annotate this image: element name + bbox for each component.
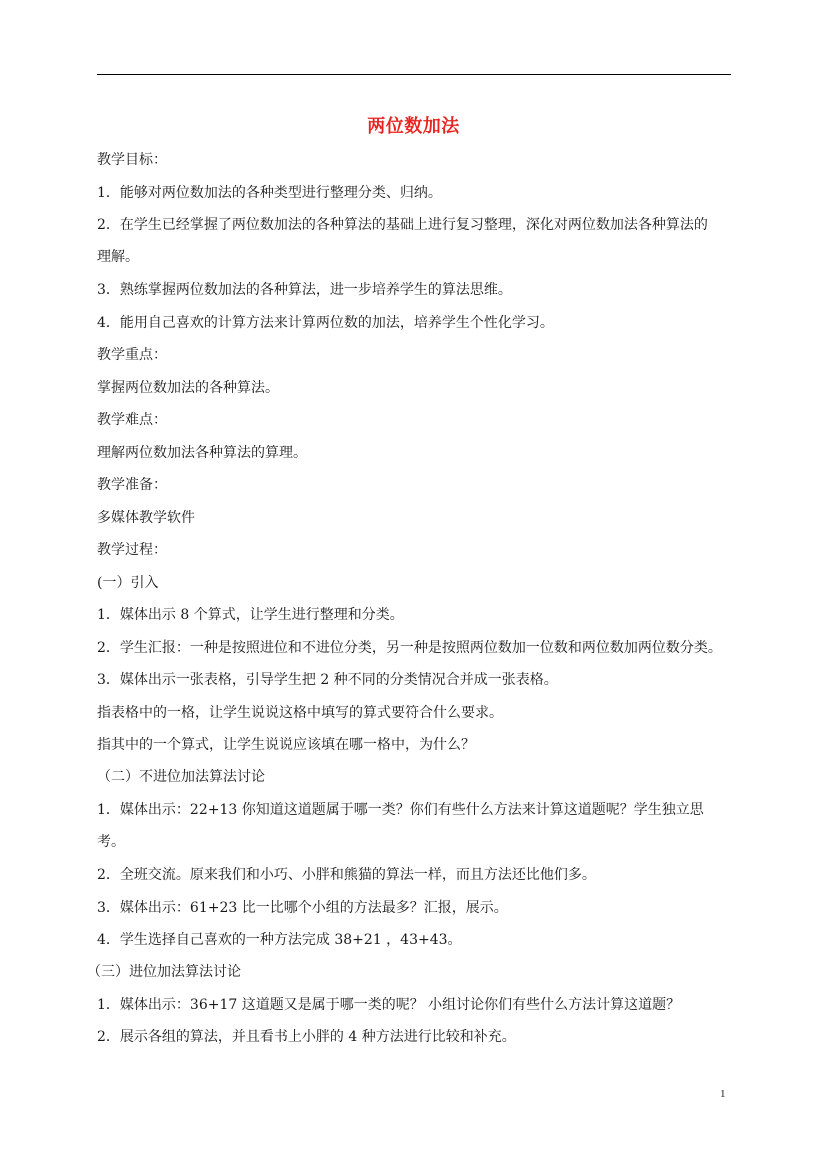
key-points-text: 掌握两位数加法的各种算法。 [97,380,279,396]
document-title: 两位数加法 [367,116,460,137]
difficulties-text: 理解两位数加法各种算法的算理。 [97,445,307,461]
intro-note-2: 指其中的一个算式，让学生说说应该填在哪一格中，为什么？ [97,737,475,753]
header-rule [97,74,731,75]
intro-item-1: 1．媒体出示 8 个算式，让学生进行整理和分类。 [97,607,404,623]
page-number: 1 [720,1088,726,1100]
no-carry-item-1: 1．媒体出示：22+13 你知道这道题属于哪一类？你们有些什么方法来计算这道题呢？学生独立思 [97,802,704,818]
goal-item-3: 3．熟练掌握两位数加法的各种算法，进一步培养学生的算法思维。 [97,282,512,298]
section-heading-difficulties: 教学难点： [97,412,167,428]
goal-item-1: 1．能够对两位数加法的各种类型进行整理分类、归纳。 [97,185,442,201]
section-heading-key-points: 教学重点： [97,347,167,363]
intro-item-2: 2．学生汇报：一种是按照进位和不进位分类，另一种是按照两位数加一位数和两位数加两位数分类。 [97,640,722,656]
section-heading-preparation: 教学准备： [97,477,167,493]
intro-item-3: 3．媒体出示一张表格，引导学生把 2 种不同的分类情况合并成一张表格。 [97,672,558,688]
preparation-text: 多媒体教学软件 [97,510,195,526]
section-heading-process: 教学过程： [97,542,167,558]
subsection-no-carry: （二）不进位加法算法讨论 [97,769,265,785]
no-carry-item-4: 4．学生选择自己喜欢的一种方法完成 38+21 ，43+43。 [97,932,462,948]
section-heading-goals: 教学目标： [97,152,167,168]
no-carry-item-1-continued: 考。 [97,834,125,850]
carry-item-2: 2．展示各组的算法，并且看书上小胖的 4 种方法进行比较和补充。 [97,1029,516,1045]
goal-item-4: 4．能用自己喜欢的计算方法来计算两位数的加法，培养学生个性化学习。 [97,315,554,331]
subsection-carry: （三）进位加法算法讨论 [87,964,241,980]
subsection-intro: (一）引入 [97,575,159,591]
carry-item-1: 1．媒体出示：36+17 这道题又是属于哪一类的呢？ 小组讨论你们有些什么方法计算这道题？ [97,997,681,1013]
goal-item-2: 2．在学生已经掌握了两位数加法的各种算法的基础上进行复习整理，深化对两位数加法各种算法的 [97,217,708,233]
goal-item-2-continued: 理解。 [97,249,139,265]
no-carry-item-2: 2．全班交流。原来我们和小巧、小胖和熊猫的算法一样，而且方法还比他们多。 [97,867,596,883]
intro-note-1: 指表格中的一格，让学生说说这格中填写的算式要符合什么要求。 [97,705,503,721]
no-carry-item-3: 3．媒体出示：61+23 比一比哪个小组的方法最多？汇报，展示。 [97,900,508,916]
